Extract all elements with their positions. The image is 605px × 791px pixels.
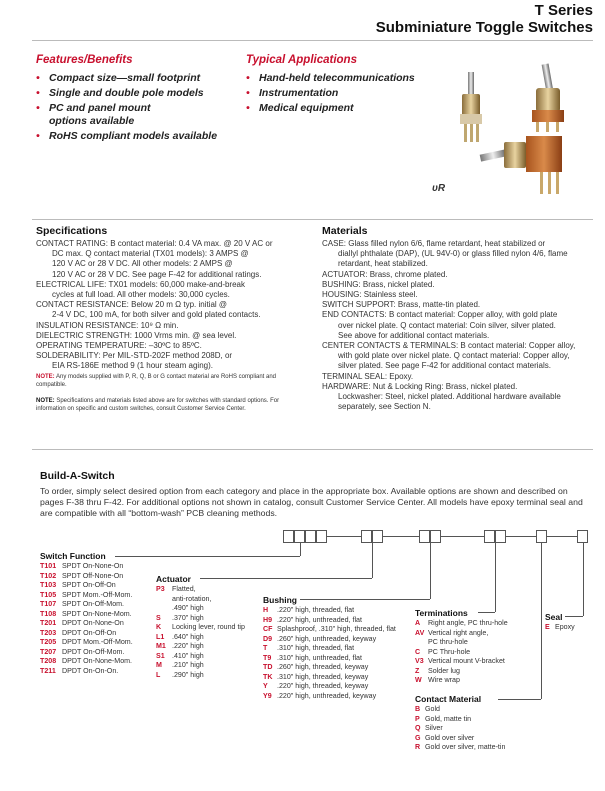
connector-line [565,616,583,617]
material-line: diallyl phthalate (DAP), (UL 94V-0) or glass filled nylon 4/6, flame [338,249,568,259]
feature-item-text: Compact size—small footprint [49,72,201,84]
actuator-option [156,671,204,681]
bullet-icon: • [246,87,250,99]
switch-function-desc: SPDT On-None-On [62,562,124,570]
switch-function-code: T103 [40,581,57,589]
spec-line: SOLDERABILITY: Per MIL-STD-202F method 208D, or [36,351,233,361]
bushing-option [263,682,368,692]
spec-line: DIELECTRIC STRENGTH: 1000 Vrms min. @ sea level. [36,330,237,340]
applications-title: Typical Applications [246,54,357,66]
bushing-code: T9 [263,653,272,662]
contact-material-desc: Gold, matte tin [425,714,472,723]
contact-material-desc: Gold [425,705,440,713]
connector-line [372,543,373,578]
bushing-code: Y9 [263,691,272,700]
standard-options-note-label: NOTE: [36,398,55,404]
termination-desc: Vertical right angle, [428,628,489,637]
actuator-desc: .220" high [172,642,204,650]
terminations-box[interactable] [484,530,495,543]
switch-function-box[interactable] [294,530,305,543]
small-switch-body [460,114,482,124]
switch-function-option [40,610,132,620]
termination-code: C [415,647,421,656]
application-item [246,87,338,100]
actuator-desc-continuation: anti-rotation, [172,594,212,603]
bushing-desc: Splashproof, .310" high, threaded, flat [277,625,396,633]
product-photo [440,60,600,200]
actuator-desc: .640" high [172,632,204,641]
rohs-note-text: Any models supplied with P, R, Q, B or G contact material are RoHS compliant and compatible. [36,374,277,388]
termination-code: V3 [415,657,424,665]
bushing-desc: .310" high, unthreaded, flat [277,653,362,662]
feature-item [36,87,204,100]
switch-function-code: T107 [40,600,57,608]
switch-function-desc: SPDT On-None-Mom. [62,609,132,618]
contact-material-code: P [415,714,420,723]
switch-function-box[interactable] [316,530,327,543]
actuator-option [156,623,245,633]
seal-box[interactable] [577,530,588,543]
actuator-code: S1 [156,651,165,660]
code-separator-dash [547,536,577,537]
spec-line: ELECTRICAL LIFE: TX01 models: 60,000 make-and-break [36,279,245,289]
application-item [246,72,415,85]
bullet-icon: • [36,87,40,99]
switch-function-option [40,562,123,572]
application-item-text: Hand-held telecommunications [259,72,415,84]
actuator-code: M1 [156,642,166,650]
switch-function-code: T211 [40,666,56,675]
bushing-option [263,673,368,683]
contact-material-option [415,743,505,753]
switch-function-desc: SPDT Off-None-On [62,571,124,580]
bushing-desc: .220" high, unthreaded, flat [277,615,362,624]
code-separator-dash [506,536,536,537]
spec-line: OPERATING TEMPERATURE: –30ºC to 85ºC. [36,341,202,351]
switch-function-title: Switch Function [40,551,106,561]
code-separator-dash [383,536,419,537]
material-line: separately, see Section N. [338,402,431,412]
actuator-desc-continuation: .490" high [172,604,204,612]
contact-material-desc: Gold over silver, matte-tin [425,743,506,751]
bushing-option [263,616,362,626]
bushing-code: H9 [263,615,273,624]
spec-line: CONTACT RESISTANCE: Below 20 m Ω typ. initial @ [36,300,228,310]
material-line: over nickel plate. Q contact material: Coin silver, silver plated. [338,320,556,330]
bushing-code: H [263,606,269,614]
small-switch-bushing [462,94,480,116]
bushing-desc: .310" high, threaded, flat [277,644,355,652]
application-item-text: Instrumentation [259,87,339,99]
switch-function-code: T105 [40,590,57,599]
actuator-desc: Flatted, [172,585,196,593]
bushing-code: CF [263,625,273,633]
bullet-icon: • [246,72,250,84]
bullet-icon: • [36,72,40,84]
contact-material-code: Q [415,724,421,732]
actuator-option [156,652,204,662]
connector-line [495,543,496,612]
switch-function-code: T207 [40,647,57,656]
materials-title: Materials [322,225,368,237]
spec-line: 120 V AC or 28 V DC. See page F-42 for additional ratings. [52,269,262,279]
small-switch-lever [468,72,474,96]
actuator-code: M [156,661,162,669]
actuator-code: P3 [156,585,165,593]
section-divider-1 [32,219,593,220]
connector-line [478,612,495,613]
switch-function-desc: DPDT On-None-On [62,619,124,627]
bushing-option [263,625,396,635]
spec-line: INSULATION RESISTANCE: 10⁹ Ω min. [36,320,179,330]
connector-line [541,543,542,699]
switch-function-desc: SPDT Mom.-Off-Mom. [62,590,133,599]
bushing-desc: .260" high, threaded, keyway [277,663,369,671]
switch-function-code: T203 [40,628,57,637]
rohs-note [36,374,306,389]
contact-material-option [415,724,443,734]
switch-function-code: T201 [40,619,57,627]
spec-line: 2-4 V DC, 100 mA, for both silver and gold plated contacts. [52,310,261,320]
material-line: ACTUATOR: Brass, chrome plated. [322,269,448,279]
bushing-desc: .220" high, threaded, flat [277,606,355,614]
switch-function-desc: DPDT On-None-Mom. [62,657,133,665]
actuator-desc: Locking lever, round tip [172,623,245,631]
actuator-option [156,614,204,624]
bushing-code: D9 [263,634,273,643]
contact-material-code: R [415,743,421,751]
bullet-icon: • [36,130,40,142]
bushing-desc: .260" high, unthreaded, keyway [277,634,377,643]
switch-function-desc: DPDT On-On-On. [62,666,119,675]
contact-material-title: Contact Material [415,694,482,704]
termination-option [415,657,505,667]
spec-line: EIA RS-186E method 9 (1 hour steam aging). [52,361,213,371]
actuator-option [156,642,204,652]
feature-item-text: PC and panel mount [49,102,151,114]
series-title: T Series [534,2,593,19]
termination-desc: Vertical mount V-bracket [428,657,505,665]
termination-option [415,676,460,686]
material-line: SWITCH SUPPORT: Brass, matte-tin plated. [322,300,481,310]
material-line: HARDWARE: Nut & Locking Ring: Brass, nickel plated. [322,381,518,391]
bushing-code: T [263,644,268,652]
bullet-icon: • [36,102,40,114]
material-line: CENTER CONTACTS & TERMINALS: B contact material: Copper alloy, [322,341,576,351]
switch-function-desc: SPDT On-Off-Mom. [62,600,125,608]
switch-function-code: T205 [40,638,57,646]
switch-function-desc: SPDT On-Off-On [62,581,116,589]
contact-material-option [415,705,440,715]
bushing-desc: .220" high, unthreaded, keyway [277,691,377,700]
contact-material-option [415,715,471,725]
section-divider-2 [32,449,593,450]
bushing-option [263,606,354,616]
application-item [246,102,354,115]
actuator-desc: .410" high [172,651,204,660]
feature-item-text: Single and double pole models [49,87,204,99]
switch-function-code: T208 [40,657,57,665]
contact-material-code: B [415,705,421,713]
bushing-box[interactable] [419,530,430,543]
termination-desc: PC Thru-hole [428,647,471,656]
seal-code: E [545,623,550,631]
termination-desc: Solder lug [428,666,460,675]
material-line: retardant, heat stabilized. [338,259,428,269]
product-title: Subminiature Toggle Switches [375,19,593,36]
termination-desc-continuation: PC thru-hole [428,638,468,646]
connector-line [430,543,431,599]
build-a-switch-title: Build-A-Switch [40,470,115,482]
termination-option [415,629,488,648]
bushing-option [263,635,376,645]
actuator-desc: .210" high [172,661,204,669]
specifications-title: Specifications [36,225,108,237]
code-separator-dash [441,536,484,537]
switch-function-code: T108 [40,609,57,618]
switch-function-box[interactable] [283,530,294,543]
code-separator-dash [327,536,361,537]
seal-option [545,623,575,633]
application-item-text: Medical equipment [259,102,354,114]
actuator-box[interactable] [361,530,372,543]
material-line: CASE: Glass filled nylon 6/6, flame retardant, heat stabilized or [322,239,546,248]
material-line: TERMINAL SEAL: Epoxy. [322,371,414,381]
actuator-desc: .370" high [172,613,204,622]
bushing-box[interactable] [430,530,441,543]
contact-material-code: G [415,733,421,742]
bushing-code: Y [263,682,268,690]
bushing-option [263,654,362,664]
contact-material-desc: Gold over silver [425,733,475,742]
bushing-option [263,644,354,654]
order-code-boxes [0,530,605,543]
switch-function-option [40,657,132,667]
materials-text [322,239,598,412]
connector-line [115,556,300,557]
termination-option [415,648,470,658]
standard-options-note [36,398,306,413]
bushing-code: TK [263,672,273,681]
specifications-text [36,239,308,372]
material-line: HOUSING: Stainless steel. [322,290,418,300]
switch-function-option [40,581,116,591]
actuator-code: K [156,623,162,631]
switch-function-option [40,600,124,610]
switch-function-code: T102 [40,571,57,580]
contact-material-option [415,734,474,744]
spec-line: 120 V AC or 28 V DC. All other models: 2 AMPS @ [52,259,233,269]
termination-code: Z [415,666,420,675]
contact-material-box[interactable] [536,530,547,543]
connector-line [498,699,541,700]
termination-desc: Right angle, PC thru-hole [428,619,508,627]
features-title: Features/Benefits [36,54,133,66]
actuator-code: L [156,670,161,679]
connector-line [583,543,584,616]
switch-function-option [40,629,116,639]
seal-desc: Epoxy [555,623,575,631]
spec-line: cycles at full load. All other models: 30,000 cycles. [52,290,230,300]
actuator-option [156,585,211,614]
feature-item [36,72,200,85]
actuator-code: S [156,613,161,622]
header-divider [32,40,593,41]
feature-item [36,130,217,143]
actuator-title: Actuator [156,574,191,584]
switch-function-code: T101 [40,562,57,570]
bushing-code: TD [263,663,273,671]
termination-code: AV [415,628,425,637]
switch-function-desc: DPDT Mom.-Off-Mom. [62,638,133,646]
switch-function-box[interactable] [305,530,316,543]
switch-function-option [40,591,132,601]
feature-item-text: RoHS compliant models available [49,130,218,142]
termination-option [415,619,508,629]
switch-function-desc: DPDT On-Off-On [62,628,117,637]
connector-line [300,543,301,556]
terminations-box[interactable] [495,530,506,543]
bushing-option [263,692,376,702]
bullet-icon: • [246,102,250,114]
standard-options-note-text: Specifications and materials listed above are for switches with standard options. For information on specific and custom switches, consult Customer Service Center. [36,398,280,412]
material-line: END CONTACTS: B contact material: Copper alloy, with gold plate [322,310,558,320]
actuator-option [156,633,204,643]
ul-recognized-mark: ᴜR [432,183,446,194]
switch-function-option [40,667,118,677]
build-a-switch-instructions: To order, simply select desired option from each category and place in the appropriate box. Available options are shown and described on pages F-38 thru F-42. For additional options not shown in catalog, consult Customer Service Center. All models have epoxy terminal seal and are compatible with all “bottom-wash” PCB cleaning methods. [40,486,583,518]
material-line: BUSHING: Brass, nickel plated. [322,279,435,289]
bushing-title: Bushing [263,595,297,605]
connector-line [300,599,430,600]
connector-line [200,578,372,579]
seal-title: Seal [545,612,563,622]
material-line: See above for additional contact materials. [338,330,490,340]
actuator-code: L1 [156,632,165,641]
switch-function-desc: DPDT On-Off-Mom. [62,647,125,656]
bushing-desc: .310" high, threaded, keyway [277,672,369,681]
material-line: silver plated. See page F-42 for additional contact materials. [338,361,552,371]
bushing-desc: .220" high, threaded, keyway [277,682,369,690]
bushing-option [263,663,368,673]
feature-item [36,102,151,128]
switch-function-option [40,619,124,629]
terminations-title: Terminations [415,608,468,618]
switch-function-option [40,572,123,582]
material-line: with gold plate over nickel plate. Q contact material: Copper alloy, [338,351,570,361]
page-header [376,2,593,36]
termination-option [415,667,460,677]
spec-line: CONTACT RATING: B contact material: 0.4 VA max. @ 20 V AC or [36,239,273,248]
switch-function-option [40,638,133,648]
actuator-desc: .290" high [172,670,204,679]
rohs-note-label: NOTE: [36,374,55,380]
spec-line: DC max. Q contact material (TX01 models): 3 AMPS @ [52,249,249,259]
feature-item-continuation: options available [49,115,135,127]
actuator-box[interactable] [372,530,383,543]
actuator-option [156,661,204,671]
termination-desc: Wire wrap [428,676,460,684]
termination-code: W [415,676,422,684]
termination-code: A [415,619,421,627]
switch-function-option [40,648,124,658]
material-line: Lockwasher: Steel, nickel plated. Additional hardware available [338,392,561,402]
contact-material-desc: Silver [425,724,443,732]
